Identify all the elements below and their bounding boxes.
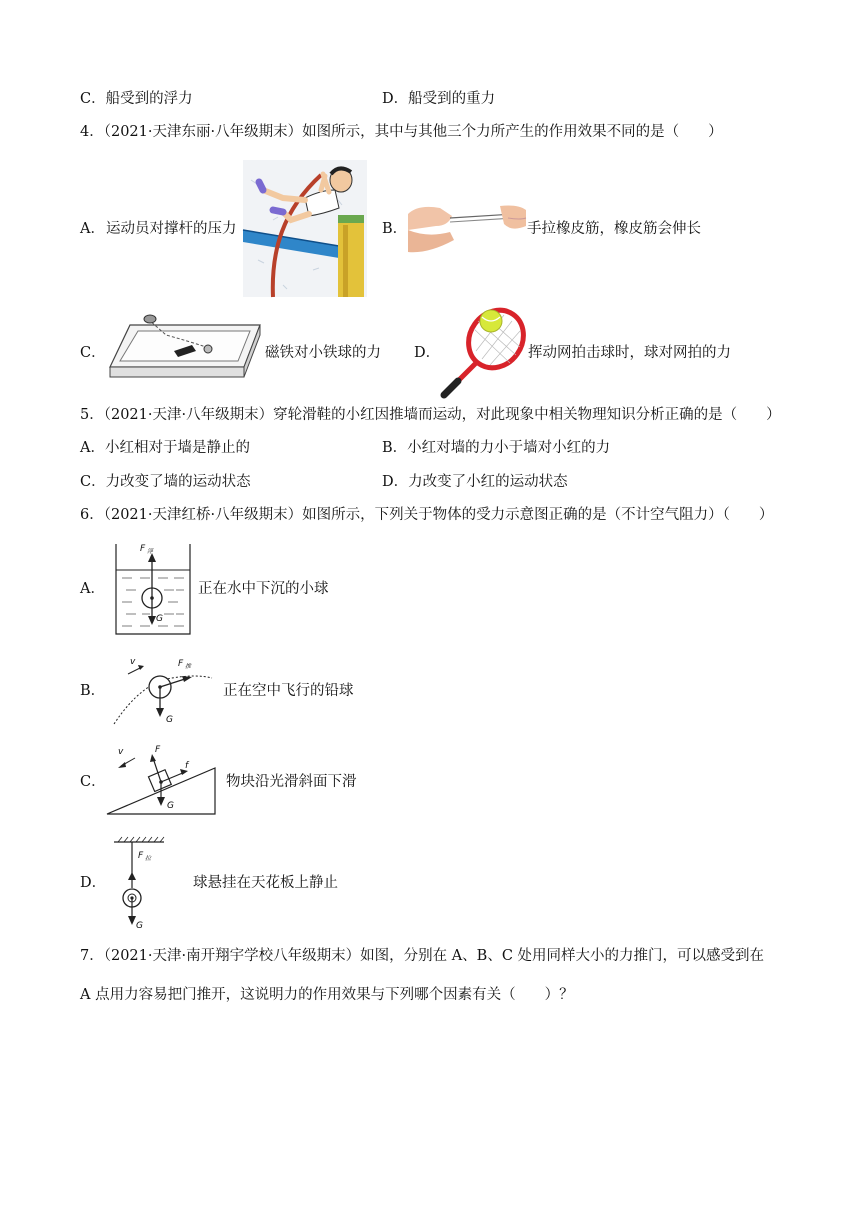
- q6-option-c-text: 物块沿光滑斜面下滑: [226, 774, 357, 790]
- q6-option-d-text: 球悬挂在天花板上静止: [193, 875, 338, 891]
- svg-text:推: 推: [185, 663, 192, 670]
- q5-option-a: A．小红相对于墙是静止的: [80, 440, 250, 456]
- svg-text:G: G: [167, 801, 174, 811]
- incline-block-diagram: [105, 740, 220, 816]
- svg-text:f: f: [185, 761, 189, 771]
- q4-option-a-letter: A．: [80, 221, 105, 237]
- q4-option-d-text: 挥动网拍击球时，球对网拍的力: [528, 345, 731, 361]
- q5-stem: 5．（2021·天津·八年级期末）穿轮滑鞋的小红因推墙而运动，对此现象中相关物理知识分析正确的是（ ）: [80, 407, 781, 423]
- tennis-racket-figure: [436, 305, 528, 395]
- shot-put-diagram: [112, 652, 214, 728]
- q4-option-a-text: 运动员对撑杆的压力: [106, 221, 237, 237]
- svg-text:G: G: [136, 921, 143, 931]
- q4-option-d-letter: D．: [414, 345, 441, 361]
- q5-option-c: C．力改变了墙的运动状态: [80, 474, 251, 490]
- rubber-band-figure: [408, 196, 526, 254]
- q5-option-d: D．力改变了小红的运动状态: [382, 474, 568, 490]
- q3-option-c: C．船受到的浮力: [80, 91, 193, 107]
- svg-text:浮: 浮: [147, 548, 154, 555]
- svg-text:F: F: [140, 544, 146, 554]
- svg-text:F: F: [138, 851, 144, 861]
- svg-text:G: G: [156, 614, 163, 624]
- q4-stem: 4．（2021·天津东丽·八年级期末）如图所示，其中与其他三个力所产生的作用效果不同的是（ ）: [80, 124, 723, 140]
- q4-option-c-letter: C．: [80, 345, 106, 361]
- svg-text:v: v: [130, 657, 136, 667]
- q6-stem: 6．（2021·天津红桥·八年级期末）如图所示，下列关于物体的受力示意图正确的是（不计空气阻力）（ ）: [80, 507, 774, 523]
- q3-option-d: D．船受到的重力: [382, 91, 496, 107]
- q5-option-b: B．小红对墙的力小于墙对小红的力: [382, 440, 611, 456]
- svg-text:F: F: [178, 659, 184, 669]
- q6-option-a-letter: A．: [80, 581, 105, 597]
- svg-text:v: v: [118, 747, 124, 757]
- q4-option-c-text: 磁铁对小铁球的力: [265, 345, 381, 361]
- hanging-ball-diagram: [112, 836, 172, 930]
- sinking-ball-diagram: [112, 542, 194, 636]
- q6-option-b-letter: B．: [80, 683, 106, 699]
- magnet-tray-figure: [108, 305, 263, 385]
- svg-text:拉: 拉: [145, 855, 152, 862]
- svg-text:F: F: [155, 745, 161, 755]
- svg-text:G: G: [166, 715, 173, 725]
- q6-option-a-text: 正在水中下沉的小球: [198, 581, 329, 597]
- q6-option-c-letter: C．: [80, 774, 106, 790]
- q7-line1: 7．（2021·天津·南开翔宇学校八年级期末）如图，分别在 A、B、C 处用同样大小的力推门，可以感受到在: [80, 948, 765, 964]
- q7-line2: A 点用力容易把门推开，这说明力的作用效果与下列哪个因素有关（ ）？: [80, 987, 574, 1003]
- q6-option-d-letter: D．: [80, 875, 107, 891]
- pole-vault-figure: [243, 160, 367, 297]
- q4-option-b-letter: B．: [382, 221, 408, 237]
- q6-option-b-text: 正在空中飞行的铅球: [223, 683, 354, 699]
- q4-option-b-text: 手拉橡皮筋，橡皮筋会伸长: [527, 221, 701, 237]
